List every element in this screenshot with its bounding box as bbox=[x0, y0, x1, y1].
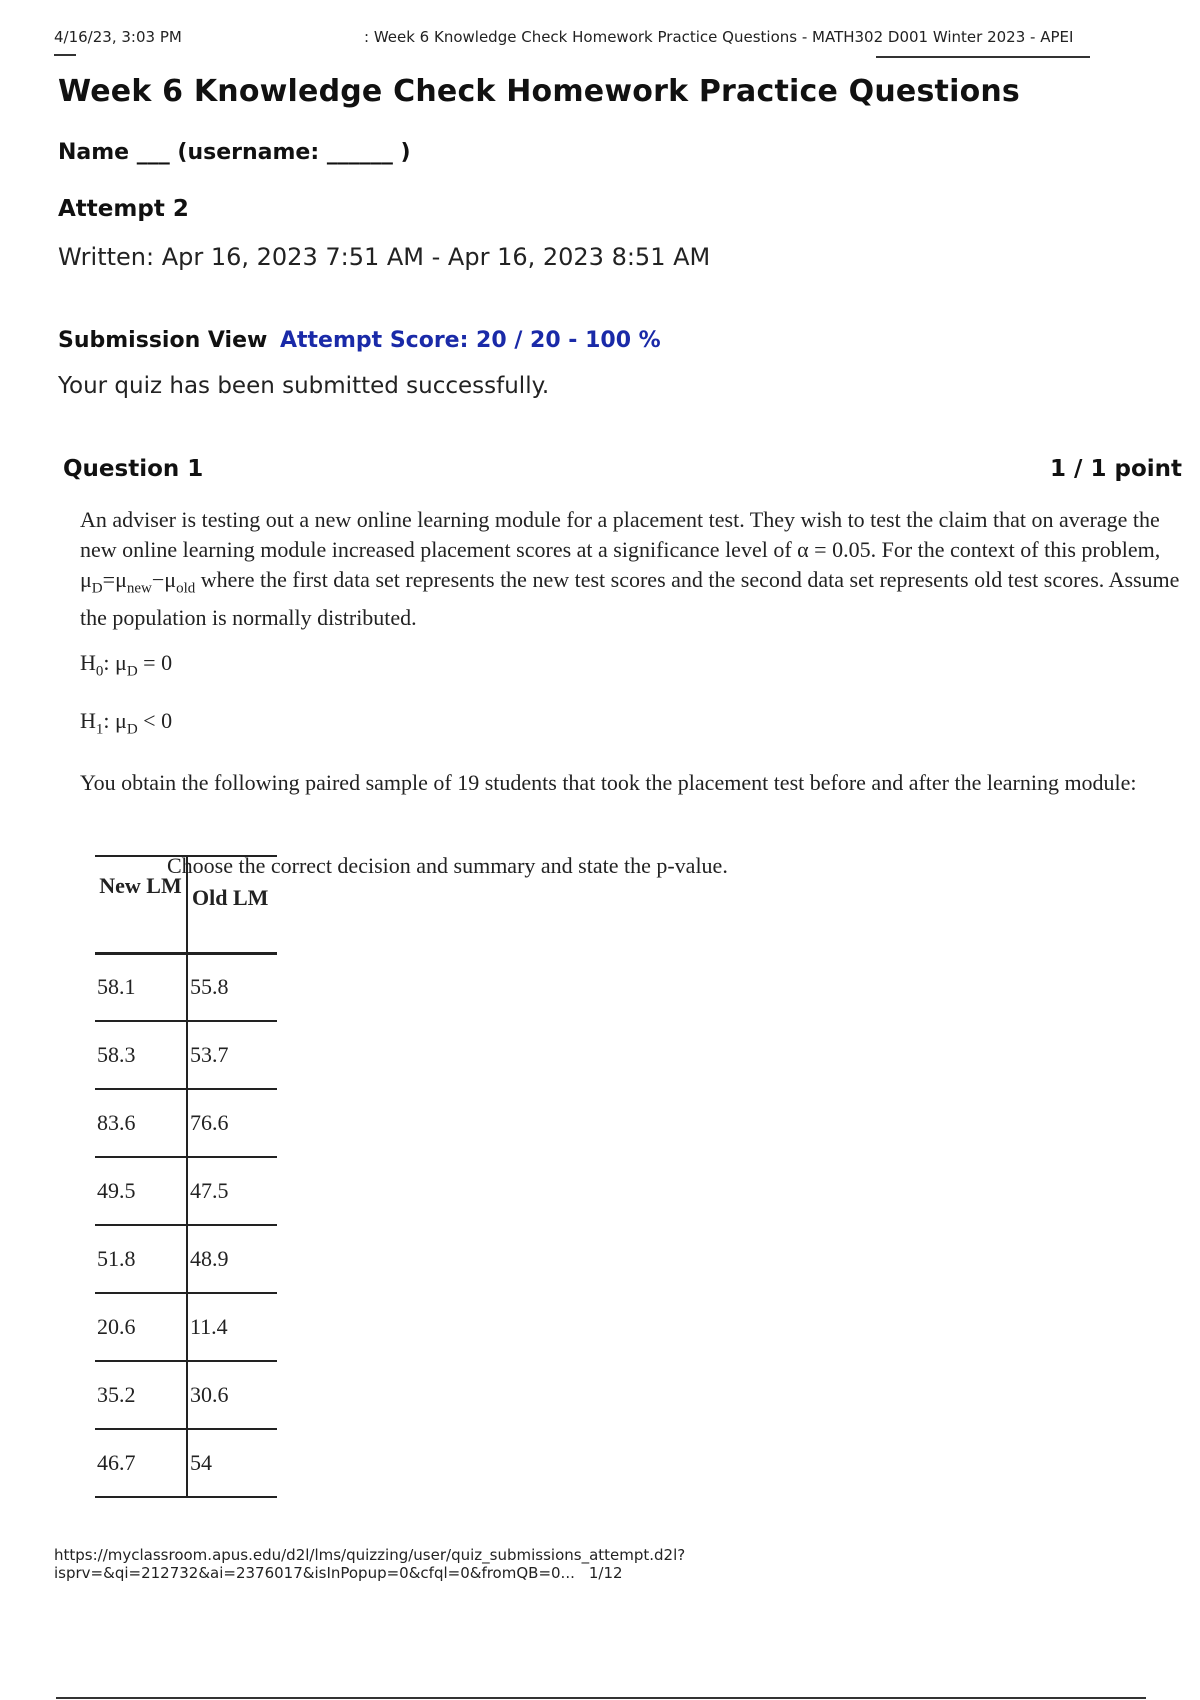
mu-new: μ bbox=[115, 567, 127, 592]
question-points: 1 / 1 point bbox=[1050, 456, 1182, 482]
submission-status: Your quiz has been submitted successfully. bbox=[58, 373, 550, 399]
cell-new-lm: 51.8 bbox=[95, 1225, 187, 1293]
table-row bbox=[95, 1361, 277, 1429]
h0-sub2: D bbox=[126, 663, 138, 680]
table-row bbox=[95, 1293, 277, 1361]
sub-new: new bbox=[126, 580, 152, 597]
cell-old-lm: 30.6 bbox=[187, 1361, 277, 1429]
h0-h: H bbox=[80, 650, 96, 675]
mu-d: μ bbox=[80, 567, 92, 592]
header-rule bbox=[876, 56, 1090, 58]
sub-d: D bbox=[91, 580, 103, 597]
print-footer bbox=[54, 1546, 685, 1582]
cell-new-lm: 58.1 bbox=[95, 953, 187, 1021]
cell-new-lm: 35.2 bbox=[95, 1361, 187, 1429]
name-line: Name ___ (username: ______ ) bbox=[58, 140, 411, 165]
h0-sub: 0 bbox=[95, 663, 104, 680]
table-row bbox=[95, 953, 277, 1021]
cell-old-lm: 53.7 bbox=[187, 1021, 277, 1089]
question-text bbox=[80, 505, 1180, 633]
cell-old-lm: 54 bbox=[187, 1429, 277, 1497]
question-intro: An adviser is testing out a new online learning module for a placement test. They wish to test the claim that on average the new online learning module increased placement scores at a significance level of α = 0.05. For the context of this problem, bbox=[80, 507, 1161, 562]
page-number: 1/12 bbox=[588, 1564, 623, 1582]
h0-rel: = 0 bbox=[137, 650, 173, 675]
eq-sign: = bbox=[102, 567, 116, 592]
table-row bbox=[95, 1089, 277, 1157]
sub-old: old bbox=[176, 580, 196, 597]
header-rule bbox=[54, 54, 76, 56]
cell-old-lm: 76.6 bbox=[187, 1089, 277, 1157]
question-intro-tail: where the first data set represents the new test scores and the second data set represents old test scores. Assume the population is normally distributed. bbox=[80, 567, 1180, 631]
written-timestamp: Written: Apr 16, 2023 7:51 AM - Apr 16, 2023 8:51 AM bbox=[58, 243, 711, 271]
table-row bbox=[95, 1157, 277, 1225]
footer-url-line2: isprv=&qi=212732&ai=2376017&isInPopup=0&cfql=0&fromQB=0... bbox=[54, 1564, 575, 1582]
page-title: Week 6 Knowledge Check Homework Practice Questions bbox=[58, 74, 1020, 109]
cell-new-lm: 83.6 bbox=[95, 1089, 187, 1157]
h1-mid: : μ bbox=[103, 708, 127, 733]
table-row bbox=[95, 1021, 277, 1089]
choose-instruction: Choose the correct decision and summary and state the p-value. bbox=[167, 853, 728, 878]
submission-view-label: Submission View bbox=[58, 328, 268, 353]
cell-old-lm: 48.9 bbox=[187, 1225, 277, 1293]
attempt-heading: Attempt 2 bbox=[58, 196, 189, 222]
print-title: : Week 6 Knowledge Check Homework Practice Questions - MATH302 D001 Winter 2023 - APEI bbox=[364, 28, 1074, 46]
attempt-score: Attempt Score: 20 / 20 - 100 % bbox=[280, 328, 661, 353]
cell-new-lm: 58.3 bbox=[95, 1021, 187, 1089]
paired-data-table bbox=[95, 855, 277, 1498]
print-datetime: 4/16/23, 3:03 PM bbox=[54, 28, 182, 46]
mu-old: μ bbox=[164, 567, 177, 592]
null-hypothesis bbox=[80, 650, 172, 680]
h1-rel: < 0 bbox=[137, 708, 173, 733]
cell-old-lm: 47.5 bbox=[187, 1157, 277, 1225]
cell-new-lm: 20.6 bbox=[95, 1293, 187, 1361]
question-title: Question 1 bbox=[63, 456, 204, 482]
h1-sub: 1 bbox=[95, 721, 104, 738]
footer-url-line1: https://myclassroom.apus.edu/d2l/lms/quizzing/user/quiz_submissions_attempt.d2l? bbox=[54, 1546, 686, 1564]
paired-sample-text: You obtain the following paired sample of 19 students that took the placement test before and after the learning module: bbox=[80, 770, 1137, 795]
cell-old-lm: 11.4 bbox=[187, 1293, 277, 1361]
print-header bbox=[54, 28, 1146, 50]
alt-hypothesis bbox=[80, 708, 172, 738]
col-header-new-lm: New LM bbox=[95, 856, 187, 953]
cell-old-lm: 55.8 bbox=[187, 953, 277, 1021]
h0-mid: : μ bbox=[103, 650, 127, 675]
bottom-rule bbox=[56, 1697, 1146, 1699]
table-row bbox=[95, 1225, 277, 1293]
minus-sign: − bbox=[151, 567, 165, 592]
table-row bbox=[95, 1429, 277, 1497]
cell-new-lm: 46.7 bbox=[95, 1429, 187, 1497]
h1-sub2: D bbox=[126, 721, 138, 738]
h1-h: H bbox=[80, 708, 96, 733]
cell-new-lm: 49.5 bbox=[95, 1157, 187, 1225]
col-header-old-lm: Old LM bbox=[187, 856, 277, 953]
